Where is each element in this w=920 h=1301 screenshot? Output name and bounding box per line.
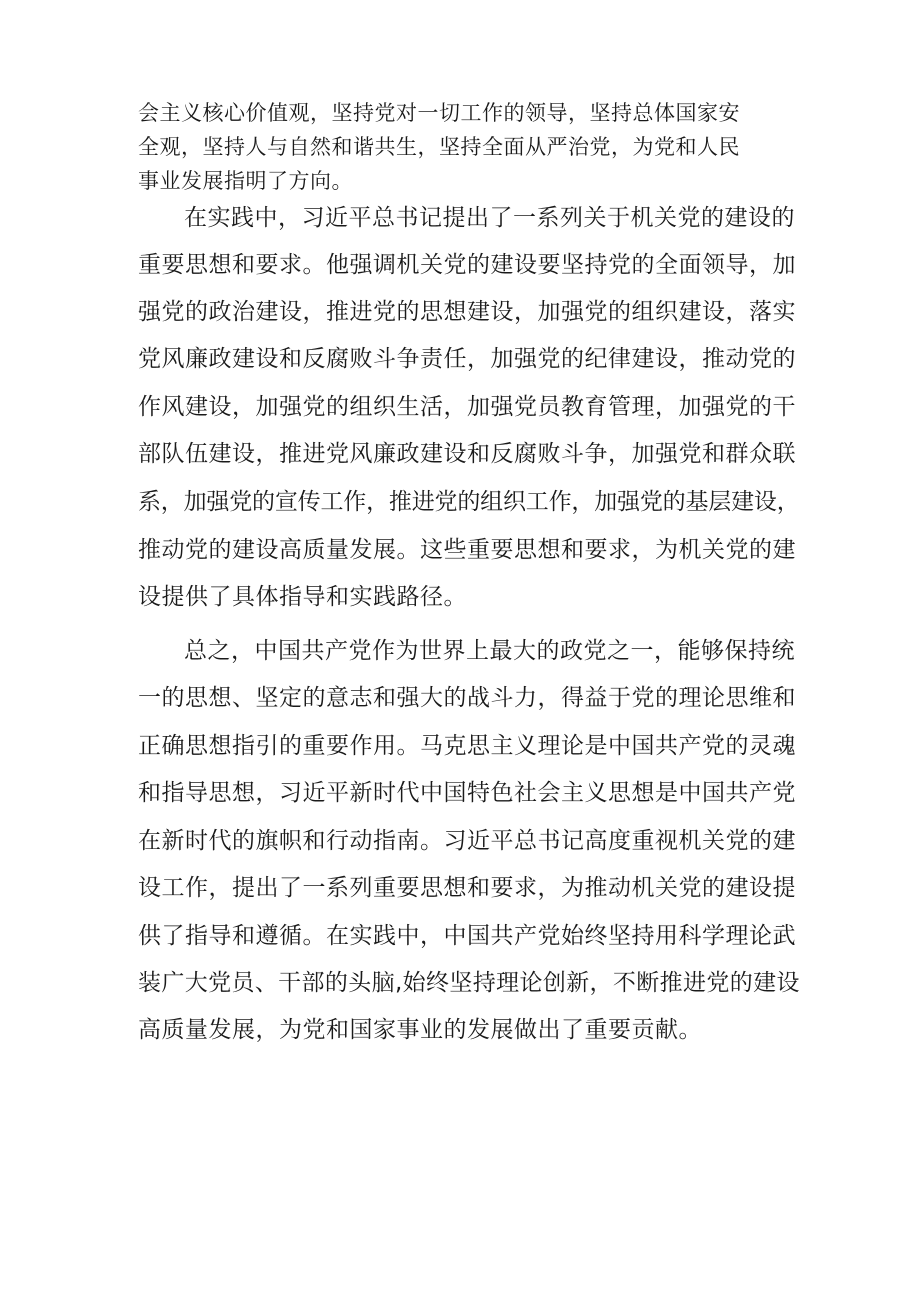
- paragraph-2-line-3: 强党的政治建设，推进党的思想建设，加强党的组织建设，落实: [138, 299, 796, 325]
- paragraph-3-line-9: 高质量发展，为党和国家事业的发展做出了重要贡献。: [138, 1017, 702, 1043]
- paragraph-1-line-3: 事业发展指明了方向。: [138, 169, 353, 193]
- paragraph-3-line-2: 一的思想、坚定的意志和强大的战斗力，得益于党的理论思维和: [138, 685, 796, 711]
- paragraph-2-line-8: 推动党的建设高质量发展。这些重要思想和要求，为机关党的建: [138, 537, 796, 563]
- paragraph-3-line-4: 和指导思想，习近平新时代中国特色社会主义思想是中国共产党: [138, 780, 796, 806]
- paragraph-3-line-1: 总之，中国共产党作为世界上最大的政党之一，能够保持统: [184, 638, 795, 664]
- paragraph-2-line-5: 作风建设，加强党的组织生活，加强党员教育管理，加强党的干: [138, 394, 796, 420]
- paragraph-3-line-7: 供了指导和遵循。在实践中，中国共产党始终坚持用科学理论武: [138, 923, 796, 949]
- paragraph-2-line-2: 重要思想和要求。他强调机关党的建设要坚持党的全面领导，加: [138, 252, 796, 278]
- paragraph-3-line-3: 正确思想指引的重要作用。马克思主义理论是中国共产党的灵魂: [138, 733, 796, 759]
- paragraph-2-line-6: 部队伍建设，推进党风廉政建设和反腐败斗争，加强党和群众联: [138, 441, 796, 467]
- paragraph-2-line-9: 设提供了具体指导和实践路径。: [138, 584, 467, 610]
- paragraph-1-line-2: 全观，坚持人与自然和谐共生，坚持全面从严治党，为党和人民: [138, 135, 740, 159]
- paragraph-1-line-1: 会主义核心价值观，坚持党对一切工作的领导，坚持总体国家安: [138, 101, 740, 125]
- paragraph-3-line-8: 装广大党员、干部的头脑,始终坚持理论创新，不断推进党的建设: [138, 970, 800, 996]
- paragraph-2-line-7: 系，加强党的宣传工作，推进党的组织工作，加强党的基层建设，: [138, 489, 800, 515]
- paragraph-2-line-4: 党风廉政建设和反腐败斗争责任，加强党的纪律建设，推动党的: [138, 346, 796, 372]
- paragraph-3-line-6: 设工作，提出了一系列重要思想和要求，为推动机关党的建设提: [138, 875, 796, 901]
- paragraph-3-line-5: 在新时代的旗帜和行动指南。习近平总书记高度重视机关党的建: [138, 828, 796, 854]
- paragraph-2-line-1: 在实践中，习近平总书记提出了一系列关于机关党的建设的: [184, 205, 795, 231]
